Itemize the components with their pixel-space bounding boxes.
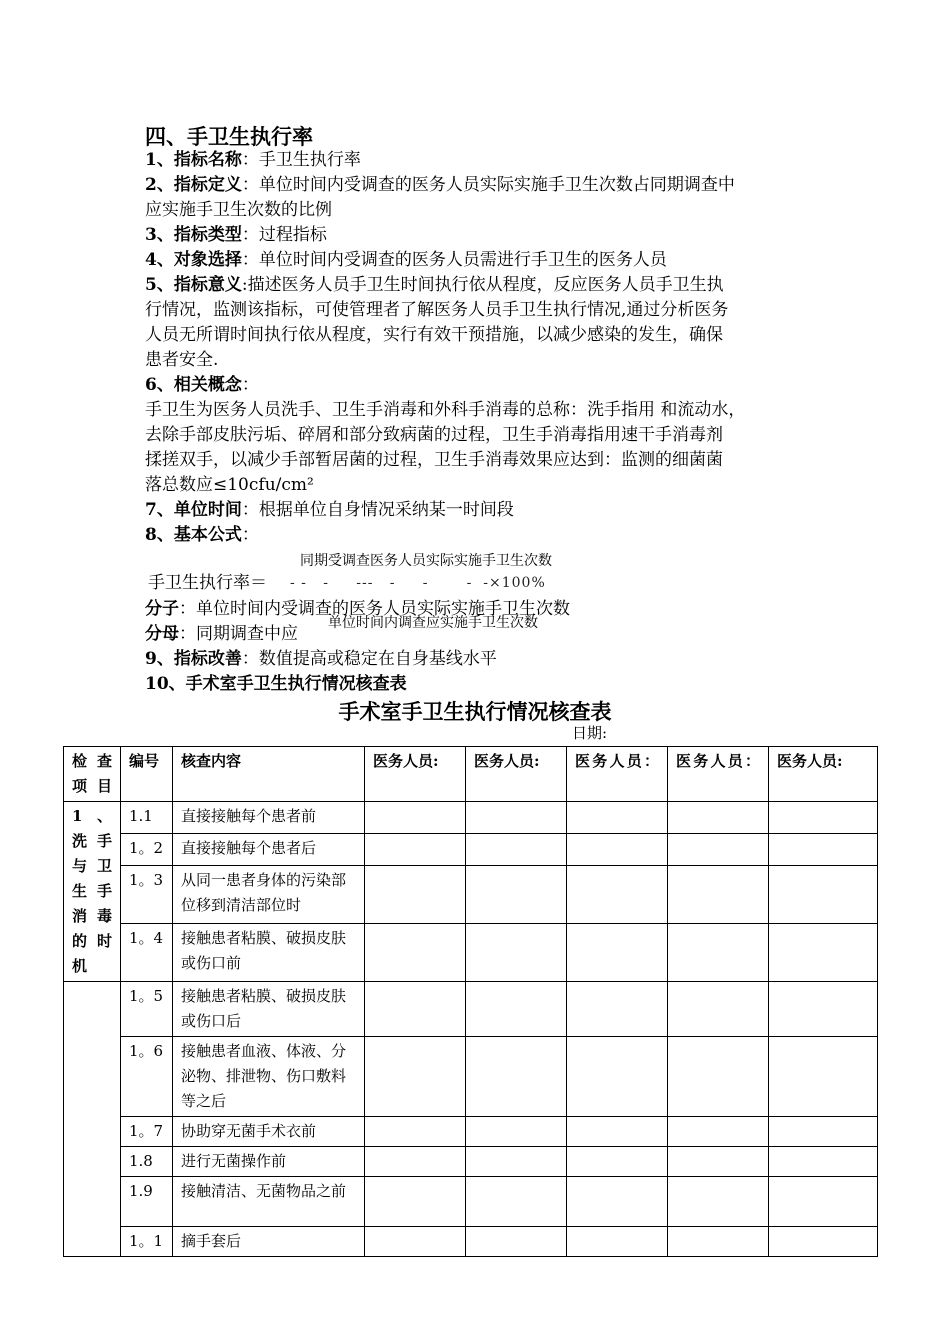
header-content: 核查内容 <box>173 747 365 802</box>
check-cell[interactable] <box>668 865 769 923</box>
check-cell[interactable] <box>567 833 668 865</box>
item-text: 患者安全. <box>145 350 219 370</box>
category-cell: 1、洗手与卫生手消毒的时机 <box>64 802 121 982</box>
check-cell[interactable] <box>769 982 878 1037</box>
check-cell[interactable] <box>567 865 668 923</box>
row-number: 1。3 <box>121 865 173 923</box>
item-line <box>145 672 407 697</box>
check-cell[interactable] <box>365 923 466 981</box>
table-row <box>64 1177 878 1227</box>
item-line <box>145 647 497 672</box>
check-cell[interactable] <box>567 1147 668 1177</box>
check-cell[interactable] <box>567 982 668 1037</box>
table-row <box>64 833 878 865</box>
check-cell[interactable] <box>466 1037 567 1117</box>
row-number: 1。6 <box>121 1037 173 1117</box>
item-text: 去除手部皮肤污垢、碎屑和部分致病菌的过程，卫生手消毒指用速干手消毒剂 <box>145 425 723 445</box>
header-staff-4: 医务人员： <box>668 747 769 802</box>
item-label: 5、指标意义 <box>145 275 242 295</box>
check-cell[interactable] <box>769 1147 878 1177</box>
section-title: 四、手卫生执行率 <box>145 124 313 149</box>
item-line <box>145 473 314 498</box>
item-text: :描述医务人员手卫生时间执行依从程度，反应医务人员手卫生执 <box>241 275 724 295</box>
check-cell[interactable] <box>769 833 878 865</box>
item-text: ：手卫生执行率 <box>241 150 361 170</box>
item-text: ：同期调查中应 <box>179 624 298 644</box>
item-text: ：单位时间内受调查的医务人员需进行手卫生的医务人员 <box>241 250 667 270</box>
check-cell[interactable] <box>365 1147 466 1177</box>
item-text: ：数值提高或稳定在自身基线水平 <box>241 649 497 669</box>
check-cell[interactable] <box>365 865 466 923</box>
check-cell[interactable] <box>668 802 769 834</box>
item-line <box>145 348 218 373</box>
check-cell[interactable] <box>466 1147 567 1177</box>
row-number: 1。1 <box>121 1227 173 1257</box>
item-label: 3、指标类型 <box>145 225 242 245</box>
check-cell[interactable] <box>668 1117 769 1147</box>
item-text: ： <box>241 525 259 545</box>
formula-denominator: 单位时间内调查应实施手卫生次数 <box>328 615 538 631</box>
item-text: 手卫生为医务人员洗手、卫生手消毒和外科手消毒的总称：洗手指用 和流动水， <box>145 400 746 420</box>
row-content: 从同一患者身体的污染部位移到清洁部位时 <box>173 865 365 923</box>
formula-fraction-line: - - - --- - - - -×100% <box>290 575 546 591</box>
row-content: 摘手套后 <box>173 1227 365 1257</box>
item-label: 分母 <box>145 624 179 644</box>
check-cell[interactable] <box>567 1227 668 1257</box>
table-row <box>64 923 878 981</box>
check-cell[interactable] <box>567 923 668 981</box>
row-number: 1。5 <box>121 982 173 1037</box>
item-line <box>145 523 259 548</box>
check-cell[interactable] <box>466 865 567 923</box>
check-cell[interactable] <box>769 1177 878 1227</box>
check-cell[interactable] <box>567 1117 668 1147</box>
item-label: 7、单位时间 <box>145 500 242 520</box>
check-cell[interactable] <box>668 1147 769 1177</box>
header-staff-1: 医务人员: <box>365 747 466 802</box>
check-cell[interactable] <box>365 982 466 1037</box>
check-cell[interactable] <box>365 802 466 834</box>
item-label: 9、指标改善 <box>145 649 242 669</box>
row-content: 接触患者粘膜、破损皮肤或伤口后 <box>173 982 365 1037</box>
item-text: 人员无所谓时间执行依从程度，实行有效干预措施，以减少感染的发生，确保 <box>145 325 723 345</box>
table-row <box>64 802 878 834</box>
table-row <box>64 1227 878 1257</box>
item-label: 6、相关概念 <box>145 375 242 395</box>
item-label: 8、基本公式 <box>145 525 242 545</box>
check-cell[interactable] <box>668 833 769 865</box>
item-label: 4、对象选择 <box>145 250 242 270</box>
formula-lhs: 手卫生执行率＝ <box>148 573 267 593</box>
item-line <box>145 498 514 523</box>
item-line <box>145 448 723 473</box>
table-header-row <box>64 747 878 802</box>
check-cell[interactable] <box>365 1227 466 1257</box>
row-content: 直接接触每个患者后 <box>173 833 365 865</box>
row-content: 进行无菌操作前 <box>173 1147 365 1177</box>
row-content: 接触患者粘膜、破损皮肤或伤口前 <box>173 923 365 981</box>
item-line <box>145 423 723 448</box>
item-line <box>145 198 332 223</box>
row-content: 直接接触每个患者前 <box>173 802 365 834</box>
item-line <box>145 173 735 198</box>
check-cell[interactable] <box>769 1117 878 1147</box>
formula-numerator: 同期受调查医务人员实际实施手卫生次数 <box>300 553 552 569</box>
table-title: 手术室手卫生执行情况核查表 <box>338 699 612 724</box>
check-cell[interactable] <box>668 982 769 1037</box>
item-label: 1、指标名称 <box>145 150 242 170</box>
row-content: 接触清洁、无菌物品之前 <box>173 1177 365 1227</box>
check-cell[interactable] <box>466 833 567 865</box>
check-cell[interactable] <box>769 865 878 923</box>
check-cell[interactable] <box>668 1177 769 1227</box>
row-number: 1。4 <box>121 923 173 981</box>
row-content: 接触患者血液、体液、分泌物、排泄物、伤口敷料等之后 <box>173 1037 365 1117</box>
item-text: ：单位时间内受调查的医务人员实际实施手卫生次数占同期调查中 <box>241 175 735 195</box>
row-number: 1.9 <box>121 1177 173 1227</box>
item-text: ： <box>241 375 259 395</box>
check-cell[interactable] <box>567 802 668 834</box>
check-cell[interactable] <box>567 1177 668 1227</box>
check-cell[interactable] <box>769 923 878 981</box>
check-cell[interactable] <box>365 1117 466 1147</box>
check-cell[interactable] <box>365 1177 466 1227</box>
row-number: 1.8 <box>121 1147 173 1177</box>
header-staff-2: 医务人员: <box>466 747 567 802</box>
table-row <box>64 982 878 1037</box>
item-text: ：根据单位自身情况采纳某一时间段 <box>241 500 514 520</box>
check-cell[interactable] <box>668 1227 769 1257</box>
item-label: 分子 <box>145 599 179 619</box>
check-cell[interactable] <box>668 1037 769 1117</box>
item-label: 2、指标定义 <box>145 175 242 195</box>
check-cell[interactable] <box>466 1177 567 1227</box>
check-cell[interactable] <box>567 1037 668 1117</box>
header-number: 编号 <box>121 747 173 802</box>
item-text: ：过程指标 <box>241 225 327 245</box>
item-line <box>145 622 298 647</box>
table-row <box>64 1037 878 1117</box>
date-label: 日期: <box>572 724 608 742</box>
check-cell[interactable] <box>668 923 769 981</box>
row-content: 协助穿无菌手术衣前 <box>173 1117 365 1147</box>
row-number: 1.1 <box>121 802 173 834</box>
check-cell[interactable] <box>365 833 466 865</box>
item-line <box>145 323 723 348</box>
item-line <box>145 223 327 248</box>
item-text: 揉搓双手，以减少手部暂居菌的过程，卫生手消毒效果应达到：监测的细菌菌 <box>145 450 723 470</box>
item-text: 行情况，监测该指标，可使管理者了解医务人员手卫生执行情况,通过分析医务 <box>145 300 729 320</box>
item-line <box>145 273 724 298</box>
item-line <box>145 398 745 423</box>
table-row <box>64 865 878 923</box>
header-staff-5: 医务人员: <box>769 747 878 802</box>
check-cell[interactable] <box>365 1037 466 1117</box>
header-check-item: 检查项目 <box>64 747 121 802</box>
item-line <box>145 248 667 273</box>
item-line <box>145 148 361 173</box>
item-line <box>145 373 259 398</box>
checklist-table <box>63 746 878 1257</box>
check-cell[interactable] <box>769 1227 878 1257</box>
check-cell[interactable] <box>466 1117 567 1147</box>
header-staff-3: 医务人员： <box>567 747 668 802</box>
check-cell[interactable] <box>769 1037 878 1117</box>
category-cell-continued <box>64 982 121 1257</box>
row-number: 1。7 <box>121 1117 173 1147</box>
check-cell[interactable] <box>466 982 567 1037</box>
item-line <box>145 298 728 323</box>
check-cell[interactable] <box>466 923 567 981</box>
item-text: 应实施手卫生次数的比例 <box>145 200 332 220</box>
table-row <box>64 1147 878 1177</box>
item-text: ：单位时间内受调查的医务人员实际实施手卫生次数 <box>179 599 570 619</box>
row-number: 1。2 <box>121 833 173 865</box>
check-cell[interactable] <box>769 802 878 834</box>
check-cell[interactable] <box>466 1227 567 1257</box>
item-text: 落总数应≤10cfu/cm² <box>145 475 314 495</box>
item-label: 10、手术室手卫生执行情况核查表 <box>145 674 407 694</box>
table-row <box>64 1117 878 1147</box>
check-cell[interactable] <box>466 802 567 834</box>
